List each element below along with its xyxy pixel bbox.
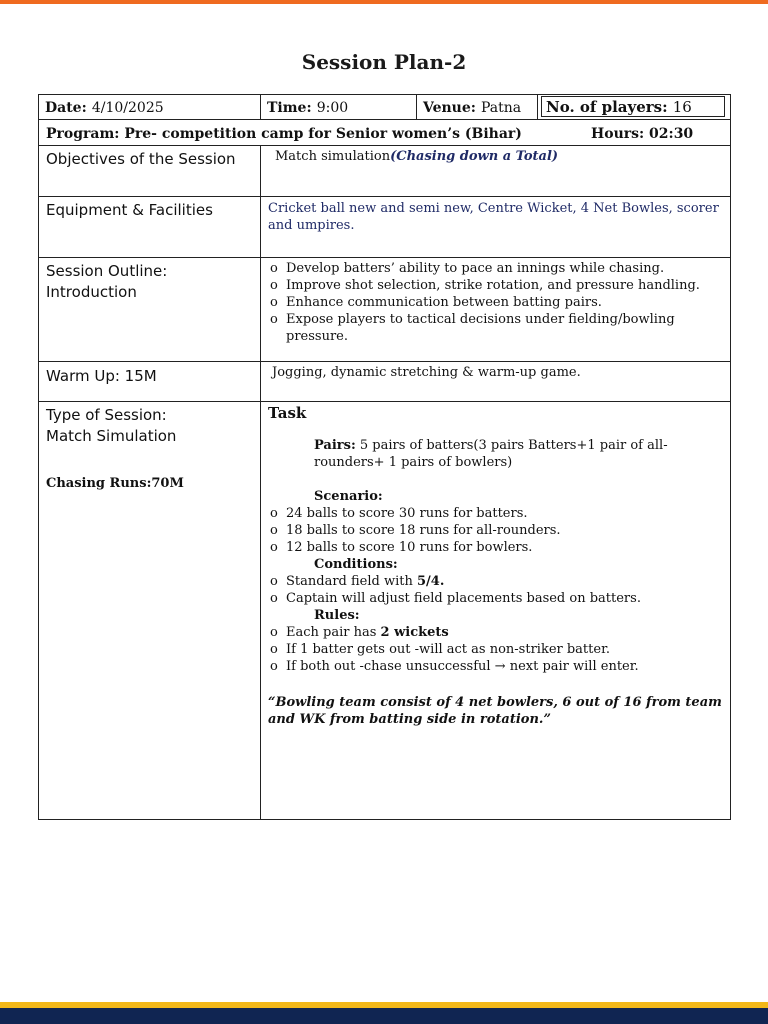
footer-stripe-navy — [0, 1008, 768, 1024]
list-item: o Improve shot selection, strike rotation, and pressure handling. — [270, 278, 700, 293]
list-item: o Standard field with 5/4. — [270, 574, 445, 589]
list-item: o Develop batters’ ability to pace an innings while chasing. — [270, 261, 665, 276]
venue-label: Venue: — [423, 100, 476, 116]
chasing-runs-label: Chasing Runs:70M — [46, 476, 184, 491]
program-row — [38, 119, 731, 145]
outline-list — [268, 260, 723, 345]
page-title: Session Plan-2 — [301, 50, 467, 74]
program-text: Program: Pre- competition camp for Senior women’s (Bihar) — [46, 126, 522, 142]
task-heading: Task — [268, 404, 307, 422]
session-type-row — [38, 401, 731, 820]
equipment-text: Cricket ball new and semi new, Centre Wicket, 4 Net Bowles, scorer and umpires. — [260, 197, 730, 257]
list-item: o Enhance communication between batting pairs. — [270, 295, 602, 310]
venue-cell — [416, 95, 537, 119]
warmup-label: Warm Up: 15M — [46, 367, 157, 385]
objectives-row — [38, 145, 731, 196]
scenario-heading: Scenario: — [314, 489, 383, 504]
hours-text: Hours: 02:30 — [591, 126, 694, 142]
list-item: o If 1 batter gets out -will act as non-striker batter. — [270, 642, 610, 657]
objectives-emphasis: (Chasing down a Total) — [390, 149, 559, 164]
rules-list — [268, 624, 723, 675]
list-item: o 12 balls to score 10 runs for bowlers. — [270, 540, 533, 555]
objectives-text: Match simulation — [275, 149, 391, 164]
venue-value: Patna — [481, 100, 522, 116]
list-item: o Each pair has 2 wickets — [270, 625, 449, 640]
objectives-label: Objectives of the Session — [46, 150, 236, 168]
date-label: Date: — [45, 100, 87, 116]
players-value: 16 — [672, 98, 692, 116]
list-item: o 24 balls to score 30 runs for batters. — [270, 506, 528, 521]
top-accent-bar — [0, 0, 768, 4]
date-cell — [39, 95, 260, 119]
session-type-sublabel: Match Simulation — [46, 427, 177, 445]
list-item: o Captain will adjust field placements based on batters. — [270, 591, 641, 606]
list-item: o 18 balls to score 18 runs for all-rounders. — [270, 523, 561, 538]
time-cell — [260, 95, 416, 119]
list-item: o If both out -chase unsuccessful → next pair will enter. — [270, 659, 639, 674]
list-item: o Expose players to tactical decisions under fielding/bowling pressure. — [270, 312, 675, 344]
header-row — [38, 94, 731, 119]
players-label: No. of players: — [546, 98, 668, 116]
warmup-text: Jogging, dynamic stretching & warm-up game. — [260, 362, 730, 401]
time-value: 9:00 — [316, 100, 349, 116]
outline-sublabel: Introduction — [46, 283, 137, 301]
equipment-row — [38, 196, 731, 257]
session-plan-table — [38, 94, 731, 820]
conditions-list — [268, 573, 723, 607]
outline-label: Session Outline: — [46, 262, 168, 280]
rules-heading: Rules: — [314, 608, 360, 623]
outline-row — [38, 257, 731, 361]
pairs-text: Pairs: 5 pairs of batters(3 pairs Batters+1 pair of all-rounders+ 1 pairs of bowlers) — [314, 438, 668, 470]
date-value: 4/10/2025 — [91, 100, 164, 116]
scenario-list — [268, 505, 723, 556]
equipment-label: Equipment & Facilities — [46, 201, 213, 219]
session-type-label: Type of Session: — [46, 406, 167, 424]
warmup-row — [38, 361, 731, 401]
conditions-heading: Conditions: — [314, 557, 398, 572]
time-label: Time: — [267, 100, 312, 116]
bowling-note: “Bowling team consist of 4 net bowlers, 6 out of 16 from team and WK from batting side in rotation.” — [268, 695, 722, 727]
players-cell — [537, 95, 730, 119]
